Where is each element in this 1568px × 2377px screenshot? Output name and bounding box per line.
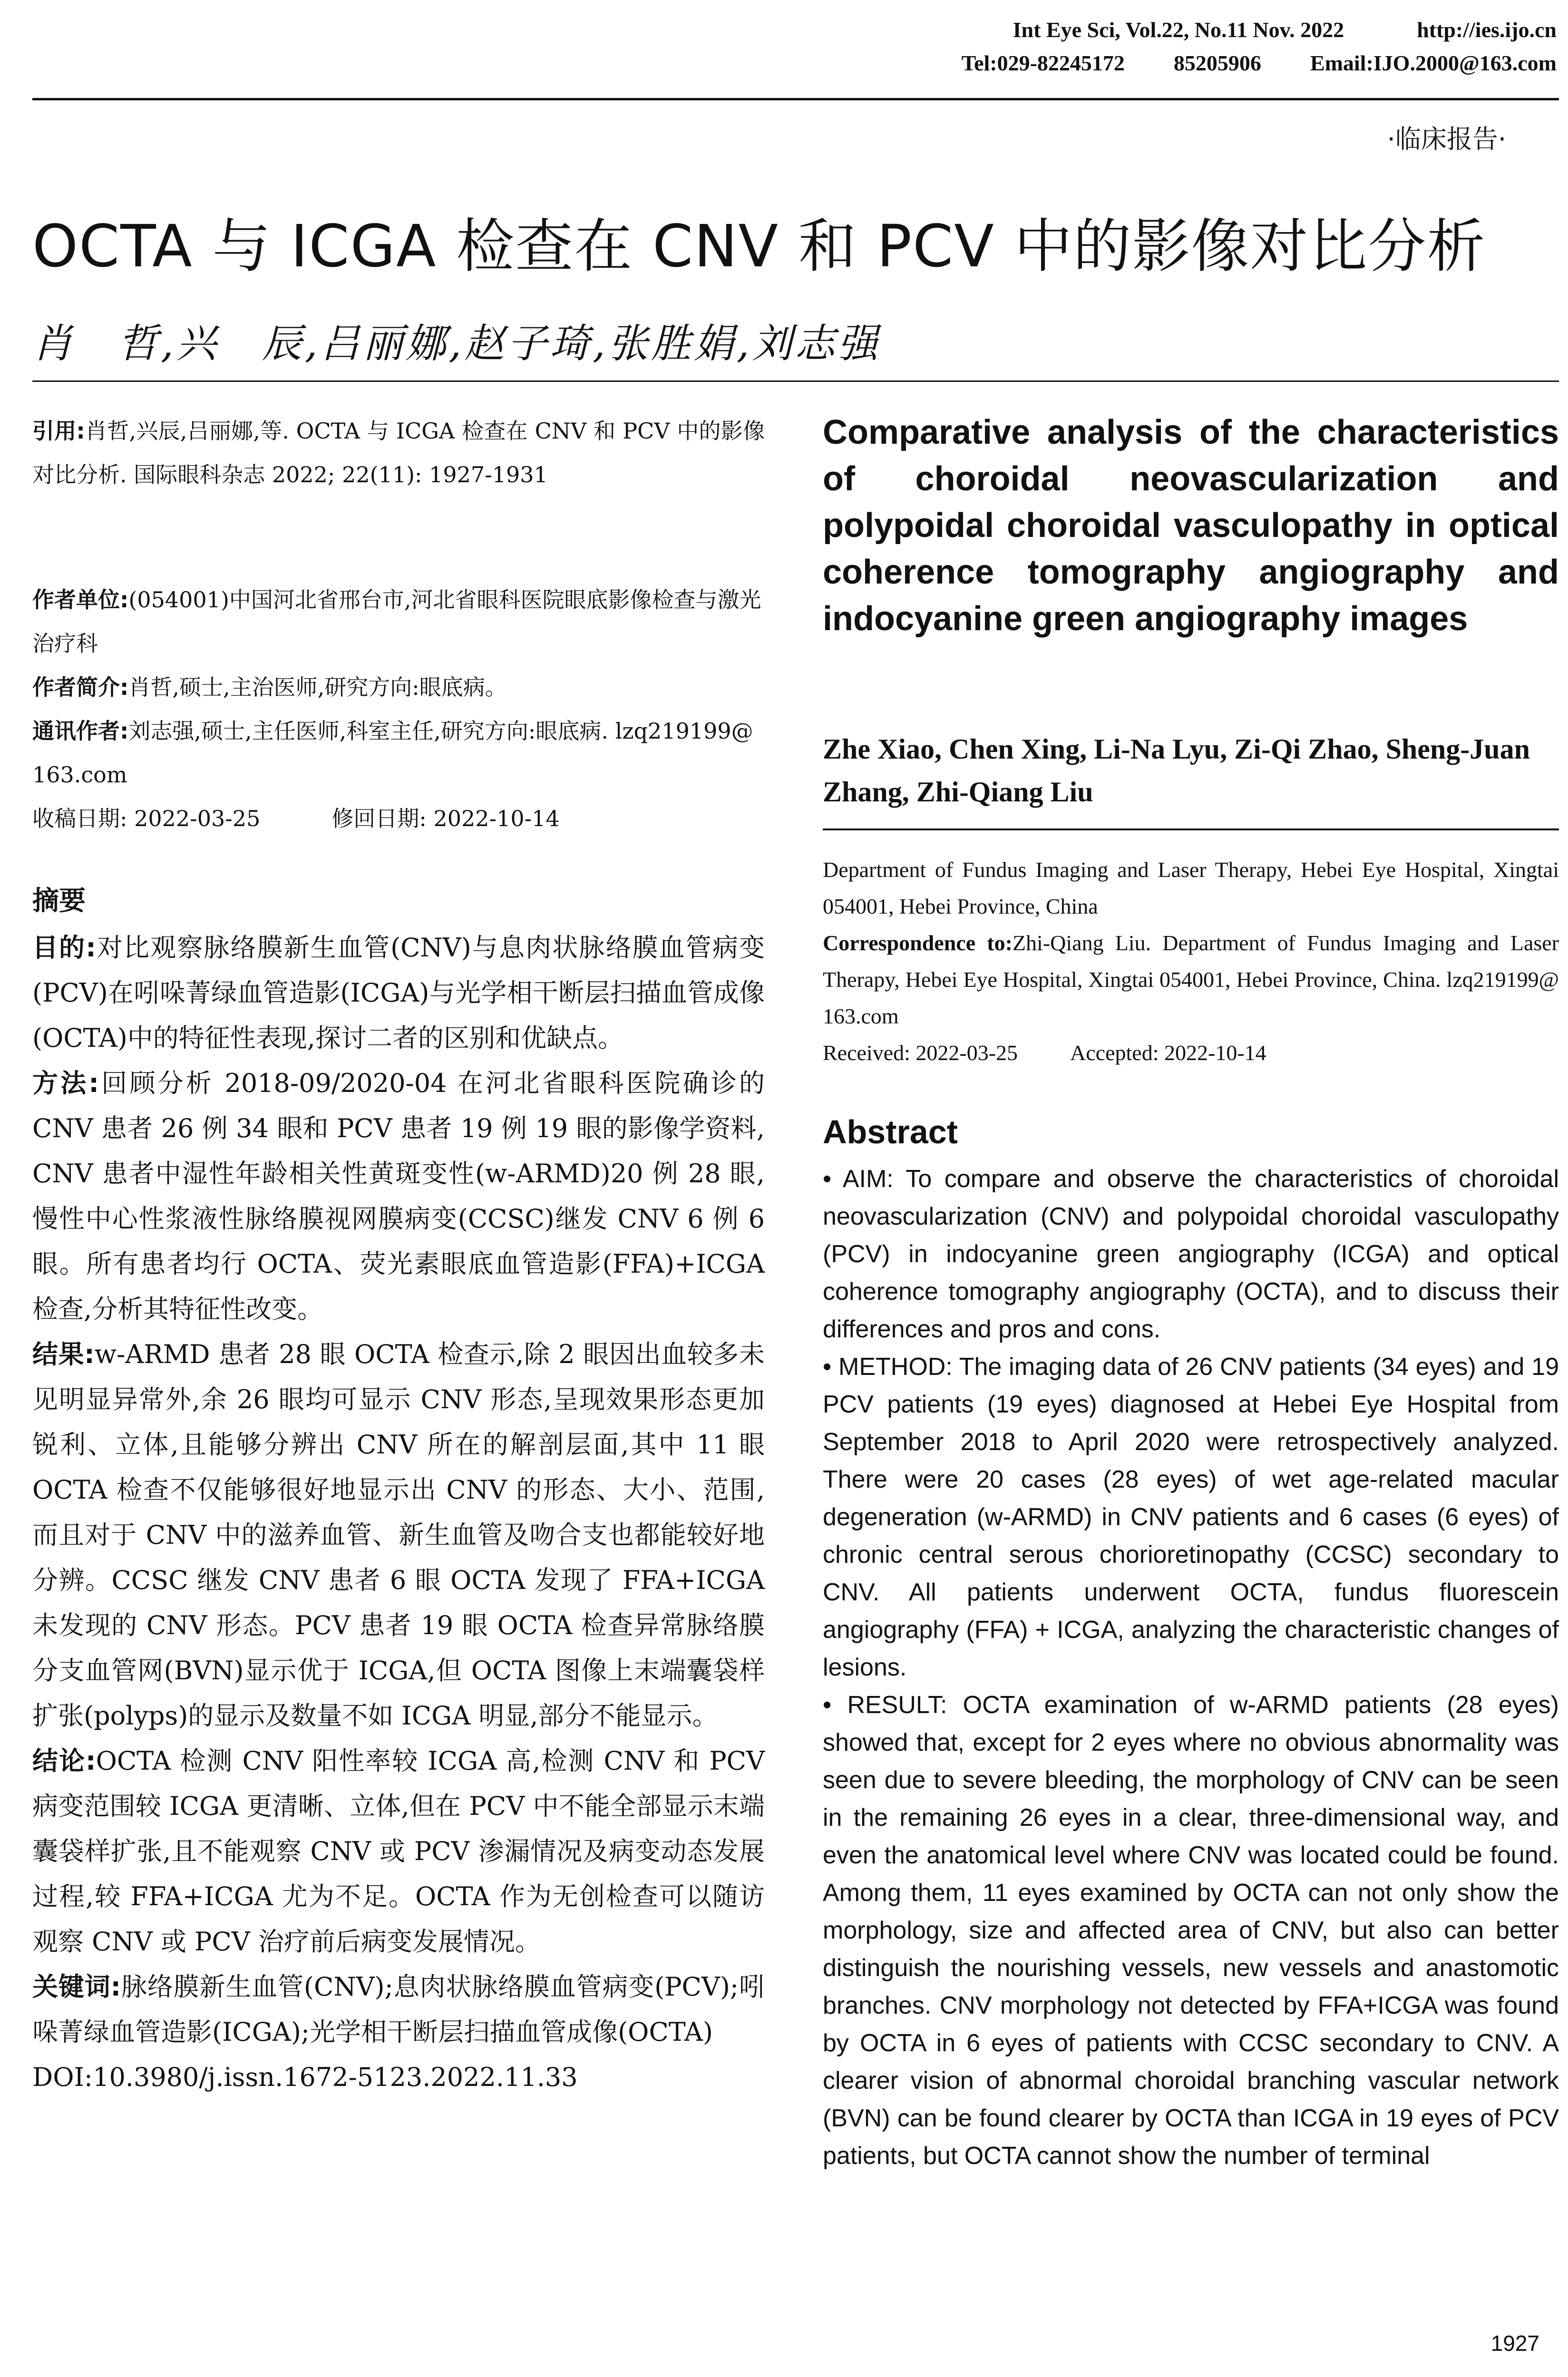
page-number: 1927 — [1490, 2331, 1539, 2356]
method-text-cn: 回顾分析 2018-09/2020-04 在河北省眼科医院确诊的 CNV 患者 26 例 34 眼和 PCV 患者 19 例 19 眼的影像学资料, CNV 患者中湿性年龄相关性黄斑变性(w-ARMD)20 例 28 眼,慢性中心性浆液性脉络膜视网膜病变(CCSC)继发 CNV 6 例 6 眼。所有患者均行 OCTA、荧光素眼底血管造影(FFA)+ICGA 检查,分析其特征性改变。 — [32, 1068, 765, 1324]
author-unit-text: (054001)中国河北省邢台市,河北省眼科医院眼底影像检查与激光治疗科 — [32, 587, 761, 656]
journal-tel: Tel:029-82245172 — [961, 51, 1125, 75]
title-rule — [32, 380, 1559, 382]
author-bio-label: 作者简介: — [32, 674, 129, 700]
abstract-method-cn — [32, 1061, 765, 1332]
keywords-cn — [32, 1964, 765, 2055]
dates-en — [823, 1034, 1559, 1071]
correspondence-en — [823, 925, 1559, 1034]
abstract-result-cn — [32, 1332, 765, 1738]
author-bio-text: 肖哲,硕士,主治医师,研究方向:眼底病。 — [128, 674, 507, 700]
journal-fax: 85205906 — [1173, 51, 1261, 75]
header-rule — [32, 98, 1559, 100]
citation-text: 肖哲,兴辰,吕丽娜,等. OCTA 与 ICGA 检查在 CNV 和 PCV 中的影像对比分析. 国际眼科杂志 2022; 22(11): 1927-1931 — [32, 418, 765, 487]
conclusion-text-cn: OCTA 检测 CNV 阳性率较 ICGA 高,检测 CNV 和 PCV 病变范围较 ICGA 更清晰、立体,但在 PCV 中不能全部显示末端囊袋样扩张,且不能观察 CNV 或 PCV 渗漏情况及病变动态发展过程,较 FFA+ICGA 尤为不足。OCTA 作为无创检查可以随访观察 CNV 或 PCV 治疗前后病变发展情况。 — [32, 1746, 765, 1957]
journal-email: Email:IJO.2000@163.com — [1310, 51, 1557, 75]
aim-text-cn: 对比观察脉络膜新生血管(CNV)与息肉状脉络膜血管病变(PCV)在吲哚菁绿血管造影(ICGA)与光学相干断层扫描血管成像(OCTA)中的特征性表现,探讨二者的区别和优缺点。 — [32, 933, 765, 1053]
result-text-cn: w-ARMD 患者 28 眼 OCTA 检查示,除 2 眼因出血较多未见明显异常外,余 26 眼均可显示 CNV 形态,呈现效果形态更加锐利、立体,且能够分辨出 CNV 所在的解剖层面,其中 11 眼 OCTA 检查不仅能够很好地显示出 CNV 的形态、大小、范围,而且对于 CNV 中的滋养血管、新生血管及吻合支也都能较好地分辨。CCSC 继发 CNV 患者 6 眼 OCTA 发现了 FFA+ICGA 未发现的 CNV 形态。PCV 患者 19 眼 OCTA 检查异常脉络膜分支血管网(BVN)显示优于 ICGA,但 OCTA 图像上末端囊袋样扩张(polyps)的显示及数量不如 ICGA 明显,部分不能显示。 — [32, 1339, 765, 1731]
running-header-contact — [962, 50, 1557, 76]
received-date-cn: 收稿日期: 2022-03-25 — [32, 806, 261, 831]
revised-date-cn: 修回日期: 2022-10-14 — [331, 806, 560, 831]
author-unit-label: 作者单位: — [32, 587, 129, 613]
journal-url: http://ies.ijo.cn — [1417, 18, 1557, 42]
authors-cn: 肖 哲,兴 辰,吕丽娜,赵子琦,张胜娟,刘志强 — [32, 320, 881, 367]
abstract-en — [823, 1160, 1559, 2175]
author-info-block — [32, 578, 765, 840]
corr-text: 刘志强,硕士,主任医师,科室主任,研究方向:眼底病. lzq219199@ 163.com — [32, 718, 753, 788]
author-unit — [32, 578, 765, 665]
doi[interactable]: DOI:10.3980/j.issn.1672-5123.2022.11.33 — [32, 2062, 578, 2092]
abstract-aim-en: • AIM: To compare and observe the characteristics of choroidal neovascularization (CNV) and polypoidal choroidal vasculopathy (PCV) in indocyanine green angiography (ICGA) and optical coherence tomography angiography (OCTA), and to discuss their differences and pros and cons. — [823, 1165, 1559, 1343]
corr-label: 通讯作者: — [32, 718, 129, 744]
abstract-heading-cn: 摘要 — [32, 886, 86, 916]
paper-title: OCTA 与 ICGA 检查在 CNV 和 PCV 中的影像对比分析 — [32, 213, 1486, 280]
abstract-cn — [32, 925, 765, 2100]
paper-title-en: Comparative analysis of the characteristics of choroidal neovascularization and polypoidal choroidal vasculopathy in optical coherence tomography angiography and indocyanine green angiography images — [823, 413, 1559, 638]
department-en: Department of Fundus Imaging and Laser Therapy, Hebei Eye Hospital, Xingtai 054001, Hebei Province, China — [823, 857, 1559, 918]
abstract-heading-en: Abstract — [823, 1113, 958, 1150]
dates-cn — [32, 797, 765, 840]
abstract-method-en: • METHOD: The imaging data of 26 CNV patients (34 eyes) and 19 PCV patients (19 eyes) diagnosed at Hebei Eye Hospital from September 2018 to April 2020 were retrospectively analyzed. There were 20 cases (28 eyes) of wet age-related macular degeneration (w-ARMD) in CNV patients and 6 cases (6 eyes) of chronic central serous chorioretinopathy (CCSC) secondary to CNV. All patients underwent OCTA, fundus fluorescein angiography (FFA) + ICGA, analyzing the characteristic changes of lesions. — [823, 1353, 1559, 1681]
result-label-cn: 结果: — [32, 1339, 95, 1369]
method-label-cn: 方法: — [32, 1068, 99, 1098]
abstract-conclusion-cn — [32, 1738, 765, 1964]
journal-citation: Int Eye Sci, Vol.22, No.11 Nov. 2022 — [1013, 18, 1344, 42]
aim-label-cn: 目的: — [32, 933, 96, 963]
citation-label: 引用: — [32, 418, 85, 444]
authors-en: Zhe Xiao, Chen Xing, Li-Na Lyu, Zi-Qi Zhao, Sheng-Juan Zhang, Zhi-Qiang Liu — [823, 733, 1530, 808]
abstract-aim-cn — [32, 925, 765, 1061]
keywords-label-cn: 关键词: — [32, 1972, 121, 2002]
corresponding-author — [32, 709, 765, 797]
conclusion-label-cn: 结论: — [32, 1746, 96, 1776]
accepted-date-en: Accepted: 2022-10-14 — [1070, 1041, 1266, 1065]
running-header-journal — [1013, 17, 1557, 42]
citation-block — [32, 409, 765, 497]
authors-en-rule — [823, 828, 1559, 830]
keywords-text-cn: 脉络膜新生血管(CNV);息肉状脉络膜血管病变(PCV);吲哚菁绿血管造影(ICGA);光学相干断层扫描血管成像(OCTA) — [32, 1972, 765, 2047]
correspondence-text-en: Zhi-Qiang Liu. Department of Fundus Imaging and Laser Therapy, Hebei Eye Hospital, Xingtai 054001, Hebei Province, China. lzq219199@ 163.com — [823, 931, 1559, 1028]
received-date-en: Received: 2022-03-25 — [823, 1041, 1018, 1065]
section-tag: ·临床报告· — [1387, 124, 1506, 154]
author-bio — [32, 665, 765, 709]
correspondence-label-en: Correspondence to: — [823, 931, 1013, 955]
affiliation-en-block — [823, 851, 1559, 1071]
abstract-result-en: • RESULT: OCTA examination of w-ARMD patients (28 eyes) showed that, except for 2 eyes where no obvious abnormality was seen due to severe bleeding, the morphology of CNV can be seen in the remaining 26 eyes in a clear, three-dimensional way, and even the anatomical level where CNV was located could be found. Among them, 11 eyes examined by OCTA can not only show the morphology, size and affected area of CNV, but also can better distinguish the nourishing vessels, new vessels and anastomotic branches. CNV morphology not detected by FFA+ICGA was found by OCTA in 6 eyes of patients with CCSC secondary to CNV. A clearer vision of abnormal choroidal branching vascular network (BVN) can be found clearer by OCTA than ICGA in 19 eyes of PCV patients, but OCTA cannot show the number of terminal — [823, 1691, 1559, 2170]
